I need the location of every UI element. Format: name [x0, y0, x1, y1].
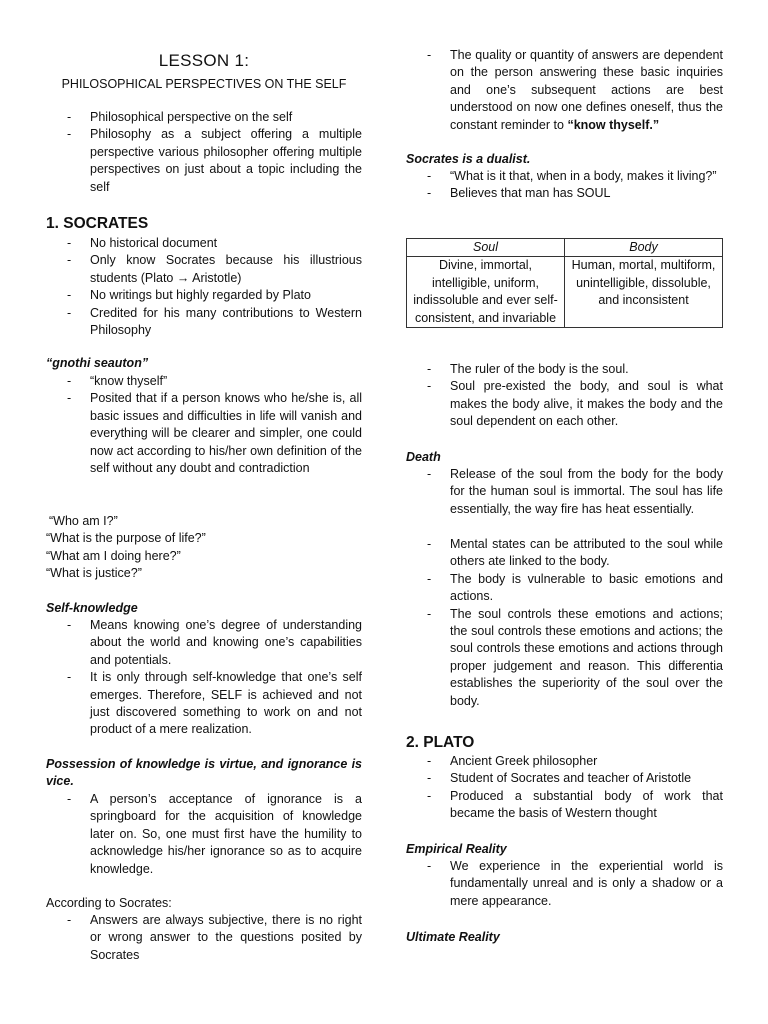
table-header-soul: Soul [407, 239, 565, 257]
list-item: - Believes that man has SOUL [427, 186, 611, 201]
list-item: - Soul pre-existed the body, and soul is what makes the body alive, it makes the body and the soul dependent on each other. [427, 379, 723, 429]
according-list-a [46, 912, 362, 964]
list-item: - Posited that if a person knows who he/she is, all basic issues and difficulties in life will vanish and everything will be clearer and simpler, one could now act according to his/her own definition of the self without any doubt and contradiction [67, 391, 362, 476]
list-item: - Only know Socrates because his illustrious students (Plato → Aristotle) [67, 253, 362, 285]
gnothi-heading: “gnothi seauton” [46, 356, 149, 370]
question: “What is justice?” [46, 566, 142, 581]
list-item: - A person’s acceptance of ignorance is a springboard for the acquisition of knowledge later on. So, one must first have the humility to acknowledge his/her ignorance so as to acquire knowledge. [67, 792, 362, 876]
lesson-subtitle: PHILOSOPHICAL PERSPECTIVES ON THE SELF [61, 77, 347, 91]
list-item: - Answers are always subjective, there is no right or wrong answer to the questions posited by Socrates [67, 913, 362, 962]
possession-list [46, 791, 362, 878]
plato-list [406, 753, 723, 823]
question: “Who am I?” [49, 514, 118, 528]
list-item: - No writings but highly regarded by Plato [67, 288, 311, 303]
list-item: - No historical document [67, 236, 218, 250]
list-item: - Student of Socrates and teacher of Aristotle [427, 771, 692, 786]
list-item: - We experience in the experiential world is fundamentally unreal and is only a shadow or a mere appearance. [427, 859, 723, 908]
list-item: - The soul controls these emotions and actions; the soul controls these emotions and actions; the soul controls these emotions and actions through proper judgement and reason. This differentia establishes the superiority of the soul over the body. [427, 606, 723, 708]
soul-body-table [406, 238, 723, 328]
table-cell-soul: Divine, immortal, intelligible, uniform, indissoluble and ever self-consistent, and invariable [407, 257, 565, 328]
empirical-list [406, 858, 723, 910]
table-cell-body: Human, mortal, multiform, unintelligible, dissoluble, and inconsistent [565, 257, 723, 328]
after-table-list [406, 361, 723, 431]
socrates-list [46, 235, 362, 339]
gnothi-list [46, 373, 362, 477]
death-heading: Death [406, 450, 441, 464]
list-item: - Release of the soul from the body for the body for the human soul is immortal. The soul has life essentially, the way fire has heat essentially. [427, 467, 723, 516]
list-item: - Philosophy as a subject offering a multiple perspective various philosopher offering multiple perspectives on just about a topic including the self [67, 127, 362, 194]
self-knowledge-heading: Self-knowledge [46, 601, 138, 615]
questions [46, 513, 362, 583]
list-item: - Philosophical perspective on the self [67, 110, 293, 124]
ultimate-heading: Ultimate Reality [406, 930, 500, 944]
question: “What am I doing here?” [46, 548, 181, 563]
list-item: - The body is vulnerable to basic emotions and actions. [427, 571, 723, 604]
list-item: - The ruler of the body is the soul. [427, 362, 629, 376]
list-item: - Ancient Greek philosopher [427, 754, 598, 768]
empirical-heading: Empirical Reality [406, 842, 507, 856]
soul-body-table-wrap [406, 238, 723, 328]
plato-heading: 2. PLATO [406, 734, 475, 751]
table-header-body: Body [565, 239, 723, 257]
table-row [407, 257, 723, 328]
intro-list [46, 109, 362, 196]
possession-heading: Possession of knowledge is virtue, and ignorance is vice. [46, 757, 362, 789]
list-item: - “know thyself” [67, 374, 168, 388]
list-item: - Credited for his many contributions to Western Philosophy [67, 305, 362, 338]
dualist-list [406, 168, 723, 203]
list-item: - “What is it that, when in a body, makes it living?” [427, 169, 717, 183]
death-list-a [406, 466, 723, 518]
know-thyself-emphasis: “know thyself.” [567, 117, 660, 132]
list-item: - Means knowing one’s degree of understanding about the world and knowing one’s capabilities and potentials. [67, 618, 362, 667]
list-item: - It is only through self-knowledge that one’s self emerges. Therefore, SELF is achieved and not just discovered something to work on and not product of a mere realization. [67, 670, 362, 737]
self-knowledge-list [46, 617, 362, 739]
list-item: - The quality or quantity of answers are dependent on the person answering these basic inquiries and one’s subsequent actions are best understood on now one defines oneself, thus the constant reminder to “know thyself.” [427, 48, 723, 132]
list-item: - Mental states can be attributed to the soul while others ate linked to the body. [427, 537, 723, 569]
socrates-heading: 1. SOCRATES [46, 215, 149, 232]
lesson-title: LESSON 1: [158, 51, 250, 70]
dualist-heading: Socrates is a dualist. [406, 152, 531, 166]
death-list-b [406, 536, 723, 710]
according-list-b [406, 47, 723, 134]
according-heading: According to Socrates: [46, 896, 172, 910]
question: “What is the purpose of life?” [46, 531, 206, 546]
list-item: - Produced a substantial body of work that became the basis of Western thought [427, 788, 723, 821]
table-header-row [407, 239, 723, 257]
